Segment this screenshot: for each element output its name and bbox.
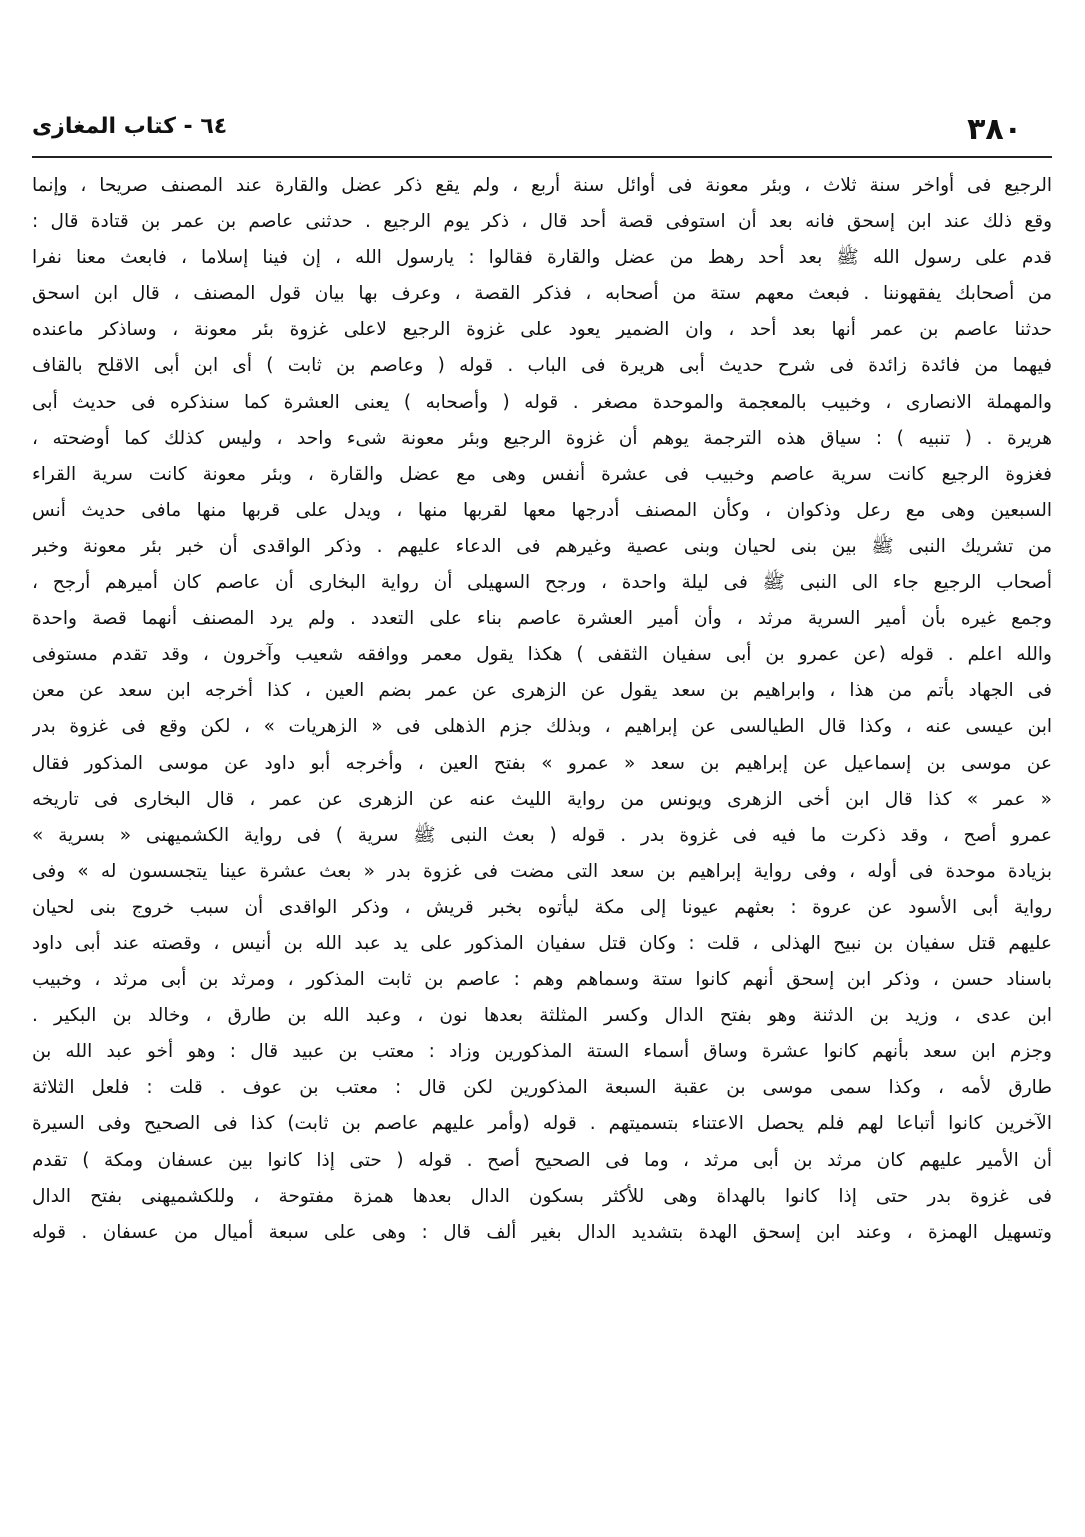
text-line: رواية أبى الأسود عن عروة : بعثهم عيونا إلى مكة ليأتوه بخبر قريش ، وذكر الواقدى أن سبب خروج بنى لحيان xyxy=(32,896,1052,918)
text-line: أن الأمير عليهم كان مرثد بن أبى مرثد ، وما فى الصحيح أصح . قوله ( حتى إذا كانوا بين عسفان ومكة ) تقدم xyxy=(32,1149,1052,1171)
running-title: ٦٤ - كتاب المغازى xyxy=(32,114,228,139)
text-line: وجزم ابن سعد بأنهم كانوا عشرة وساق أسماء الستة المذكورين وزاد : معتب بن عبيد قال : وهو أخو عبد الله بن xyxy=(32,1041,1052,1063)
text-line: هريرة . ( تنبيه ) : سياق هذه الترجمة يوهم أن غزوة الرجيع وبئر معونة شىء واحد ، وليس كذلك كما أوضحته ، xyxy=(32,427,1052,449)
text-line: فى غزوة بدر حتى إذا كانوا بالهداة وهى للأكثر بسكون الدال بعدها همزة مفتوحة ، وللكشميهنى بفتح الدال xyxy=(32,1185,1052,1207)
text-line: « عمر » كذا قال ابن أخى الزهرى ويونس من رواية الليث عنه عن الزهرى عن عمر ، قال البخارى فى تاريخه xyxy=(32,788,1052,810)
page-header xyxy=(32,108,1052,154)
text-line: والمهملة الانصارى ، وخبيب بالمعجمة والموحدة مصغر . قوله ( وأصحابه ) يعنى العشرة كما سنذكره فى حديث أبى xyxy=(32,391,1052,413)
page-number: ٣٨٠ xyxy=(967,112,1022,147)
body-text xyxy=(32,168,1052,1468)
text-line: من أصحابك يفقهوننا . فبعث معهم ستة من أصحابه ، فذكر القصة ، وعرف بها بيان قول المصنف ، قال ابن اسحق xyxy=(32,283,1052,305)
text-line: ابن عدى ، وزيد بن الدثنة وهو بفتح الدال وكسر المثلثة بعدها نون ، وعبد الله بن طارق ، وخالد بن البكير . xyxy=(32,1005,1052,1027)
text-line: والله اعلم . قوله (عن عمرو بن أبى سفيان الثقفى ) هكذا يقول معمر ووافقه شعيب وآخرون ، وقد تقدم مستوفى xyxy=(32,644,1052,666)
text-line: قدم على رسول الله ﷺ بعد أحد رهط من عضل والقارة فقالوا : يارسول الله ، إن فينا إسلاما ، فابعث معنا نفرا xyxy=(32,247,1052,269)
text-line: عمرو أصح ، وقد ذكرت ما فيه فى غزوة بدر . قوله ( بعث النبى ﷺ سرية ) فى رواية الكشميهنى « بسرية » xyxy=(32,824,1052,846)
text-line: وقع ذلك عند ابن إسحق فانه بعد أن استوفى قصة أحد قال ، ذكر يوم الرجيع . حدثنى عاصم بن عمر بن قتادة قال : xyxy=(32,211,1052,233)
text-line: وتسهيل الهمزة ، وعند ابن إسحق الهدة بتشديد الدال بغير ألف قال : وهى على سبعة أميال من عسفان . قوله xyxy=(32,1221,1052,1243)
text-line: الآخرين كانوا أتباعا لهم فلم يحصل الاعتناء بتسميتهم . قوله (وأمر عليهم عاصم بن ثابت) كذا فى الصحيح وفى السيرة xyxy=(32,1113,1052,1135)
text-line: عن موسى بن إسماعيل عن إبراهيم بن سعد « عمرو » بفتح العين ، وأخرجه أبو داود عن موسى المذكور فقال xyxy=(32,752,1052,774)
text-line: باسناد حسن ، وذكر ابن إسحق أنهم كانوا ستة وسماهم وهم : عاصم بن ثابت المذكور ، ومرثد بن أبى مرثد ، وخبيب xyxy=(32,969,1052,991)
text-line: عليهم قتل سفيان بن نبيح الهذلى ، قلت : وكان قتل سفيان المذكور على يد عبد الله بن أنيس ، وقصته عند أبى داود xyxy=(32,932,1052,954)
header-divider xyxy=(32,156,1052,158)
text-line: الرجيع فى أواخر سنة ثلاث ، وبئر معونة فى أوائل سنة أربع ، ولم يقع ذكر عضل والقارة عند المصنف صريحا ، وإنما xyxy=(32,175,1052,196)
text-line: ابن عيسى عنه ، وكذا قال الطيالسى عن إبراهيم ، وبذلك جزم الذهلى فى « الزهريات » ، لكن وقع فى غزوة بدر xyxy=(32,716,1052,738)
text-line: فيهما من فائدة زائدة فى شرح حديث أبى هريرة فى الباب . قوله ( وعاصم بن ثابت ) أى ابن أبى الاقلح بالقاف xyxy=(32,355,1052,377)
text-line: أصحاب الرجيع جاء الى النبى ﷺ فى ليلة واحدة ، ورجح السهيلى أن رواية البخارى أن عاصم كان أميرهم أرجح ، xyxy=(32,572,1052,594)
text-line: السبعين وهى مع رعل وذكوان ، وكأن المصنف أدرجها معها لقربها منها ، ويدل على قربها منها مافى حديث أنس xyxy=(32,499,1052,521)
text-line: فى الجهاد بأتم من هذا ، وابراهيم بن سعد يقول عن الزهرى عن عمر بضم العين ، كذا أخرجه ابن سعد عن معن xyxy=(32,680,1052,702)
text-line: وجمع غيره بأن أمير السرية مرثد ، وأن أمير العشرة عاصم بناء على التعدد . ولم يرد المصنف أنهما قصة واحدة xyxy=(32,608,1052,630)
text-line: بزيادة موحدة فى أوله ، وفى رواية إبراهيم بن سعد التى مضت فى غزوة بدر « بعث عشرة عينا يتجسسون له » وفى xyxy=(32,860,1052,882)
text-line: طارق لأمه ، وكذا سمى موسى بن عقبة السبعة المذكورين لكن قال : معتب بن عوف . قلت : فلعل الثلاثة xyxy=(32,1077,1052,1099)
text-line: حدثنا عاصم بن عمر أنها بعد أحد ، وان الضمير يعود على غزوة الرجيع لاعلى غزوة بئر معونة ، وساذكر ماعنده xyxy=(32,319,1052,341)
text-line: من تشريك النبى ﷺ بين بنى لحيان وبنى عصية وغيرهم فى الدعاء عليهم . وذكر الواقدى أن خبر بئر معونة وخبر xyxy=(32,535,1052,557)
text-line: فغزوة الرجيع كانت سرية عاصم وخبيب فى عشرة أنفس وهى مع عضل والقارة ، وبئر معونة كانت سرية القراء xyxy=(32,463,1052,485)
